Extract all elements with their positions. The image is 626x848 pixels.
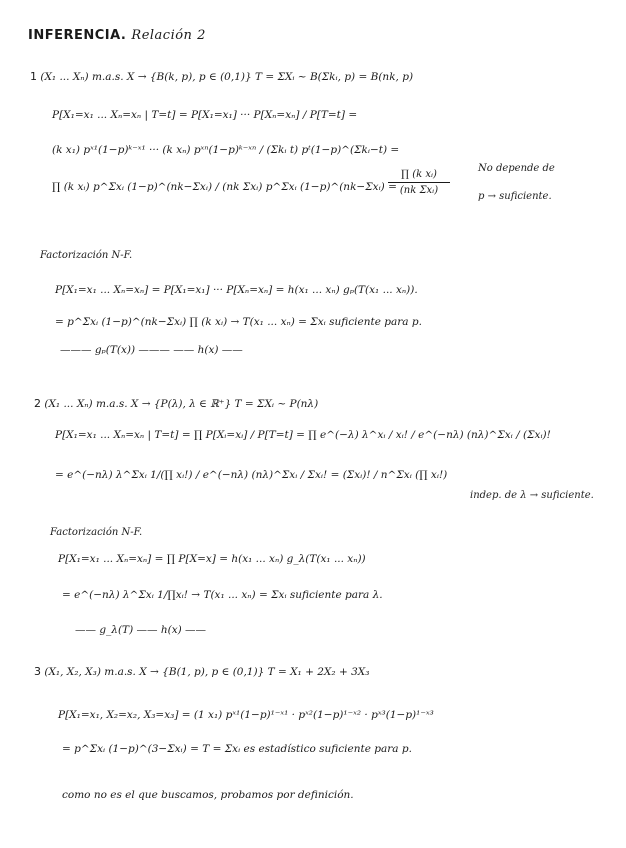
ex1-statement: (X₁ ... Xₙ) m.a.s. X → {B(k, p), p ∈ (0,1)} T = ΣXᵢ ~ B(Σkᵢ, p) = B(nk, p) [40,71,414,83]
ex2-factorization-heading: Factorización N-F. [50,527,143,538]
ex1-fact-line-2: = p^Σxᵢ (1−p)^(nk−Σxᵢ) ∏ (k xᵢ) → T(x₁ ... xₙ) = Σxᵢ suficiente para p. [55,316,422,328]
ex2-note: indep. de λ → suficiente. [470,490,594,501]
ex1-header [30,70,413,84]
ex1-note-1: No depende de [478,163,555,174]
ex3-line-3: como no es el que buscamos, probamos por definición. [62,789,354,801]
ex1-number: 1 [30,70,37,83]
ex2-line-1: P[X₁=x₁ ... Xₙ=xₙ | T=t] = ∏ P[Xᵢ=xᵢ] / P[T=t] = ∏ e^(−λ) λ^xᵢ / xᵢ! / e^(−nλ) (nλ)^Σxᵢ / (Σxᵢ)! [55,429,551,441]
ex3-header [34,665,369,679]
ex1-fact-line-3: ——— gₚ(T(x)) ——— —— h(x) —— [60,344,243,356]
ex1-line-3: ∏ (k xᵢ) p^Σxᵢ (1−p)^(nk−Σxᵢ) / (nk Σxᵢ) p^Σxᵢ (1−p)^(nk−Σxᵢ) = [52,181,397,193]
ex2-number: 2 [34,397,41,410]
page-title [28,28,206,43]
ex3-line-1: P[X₁=x₁, X₂=x₂, X₃=x₃] = (1 x₁) pˣ¹(1−p)¹⁻ˣ¹ · pˣ²(1−p)¹⁻ˣ² · pˣ³(1−p)¹⁻ˣ³ [58,709,434,721]
ex1-fraction-denominator: (nk Σxᵢ) [399,185,439,196]
ex2-statement: (X₁ ... Xₙ) m.a.s. X → {P(λ), λ ∈ ℝ⁺} T = ΣXᵢ ~ P(nλ) [44,398,319,410]
ex1-factorization-heading: Factorización N-F. [40,250,133,261]
ex2-header [34,397,318,411]
ex3-statement: (X₁, X₂, X₃) m.a.s. X → {B(1, p), p ∈ (0,1)} T = X₁ + 2X₂ + 3X₃ [44,666,370,678]
ex3-number: 3 [34,665,41,678]
ex3-line-2: = p^Σxᵢ (1−p)^(3−Σxᵢ) = T = Σxᵢ es estadístico suficiente para p. [62,743,412,755]
ex2-fact-line-3: —— g_λ(T) —— h(x) —— [75,624,207,636]
ex2-line-2: = e^(−nλ) λ^Σxᵢ 1/(∏ xᵢ!) / e^(−nλ) (nλ)^Σxᵢ / Σxᵢ! = (Σxᵢ)! / n^Σxᵢ (∏ xᵢ!) [55,469,448,481]
title-main: INFERENCIA. [28,28,127,43]
ex1-note-2: p → suficiente. [478,191,552,202]
ex2-fact-line-2: = e^(−nλ) λ^Σxᵢ 1/∏xᵢ! → T(x₁ ... xₙ) = Σxᵢ suficiente para λ. [62,589,383,601]
ex1-line-2: (k x₁) pˣ¹(1−p)ᵏ⁻ˣ¹ ··· (k xₙ) pˣⁿ(1−p)ᵏ⁻ˣⁿ / (Σkᵢ t) pᵗ(1−p)^(Σkᵢ−t) = [52,144,400,156]
fraction-bar [388,182,450,183]
ex1-fact-line-1: P[X₁=x₁ ... Xₙ=xₙ] = P[X₁=x₁] ··· P[Xₙ=xₙ] = h(x₁ ... xₙ) gₚ(T(x₁ ... xₙ)). [55,284,418,296]
ex1-line-1: P[X₁=x₁ ... Xₙ=xₙ | T=t] = P[X₁=x₁] ··· P[Xₙ=xₙ] / P[T=t] = [52,109,358,121]
ex2-fact-line-1: P[X₁=x₁ ... Xₙ=xₙ] = ∏ P[X=x] = h(x₁ ... xₙ) g_λ(T(x₁ ... xₙ)) [58,553,366,565]
ex1-result-fraction [388,168,450,197]
title-sub: Relación 2 [131,28,206,43]
ex1-fraction-numerator: ∏ (k xᵢ) [401,169,437,180]
